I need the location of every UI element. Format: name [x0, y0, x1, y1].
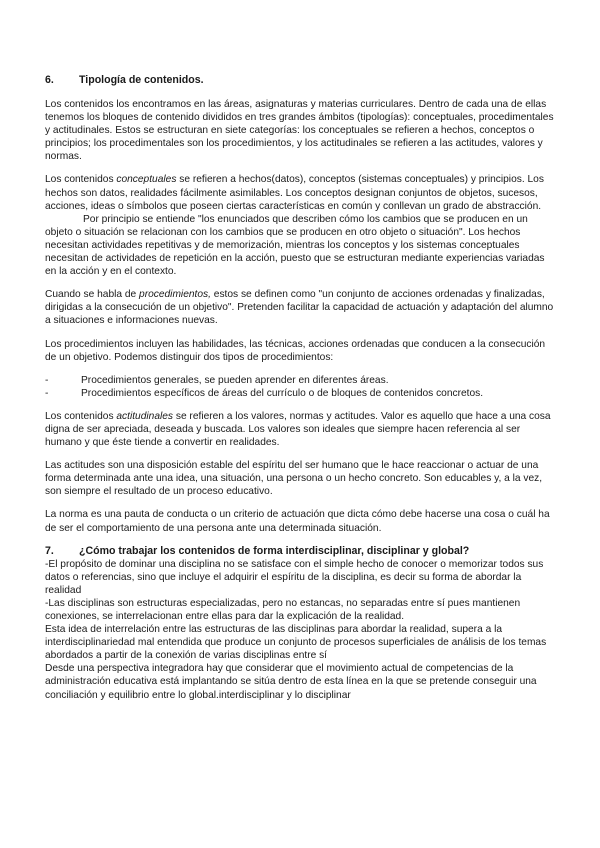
term-actitudinales: actitudinales: [116, 410, 174, 422]
paragraph-disciplinas-estructuras: -Las disciplinas son estructuras especializadas, pero no estancas, no separadas entre sí pues mantienen conexiones, se interrelacionan entre ellas para dar la explicación de la realidad.: [45, 597, 521, 622]
section-7-title: ¿Cómo trabajar los contenidos de forma interdisciplinar, disciplinar y global?: [79, 544, 470, 557]
paragraph-intro: Los contenidos los encontramos en las áreas, asignaturas y materias curriculares. Dentro de cada una de ellas tenemos los bloques de contenido divididos en tres grandes ámbitos (tipologías): conceptuales, procedimentales y actitudinales. Estos se estructuran en siete categorías: los conceptuales se refieren a hechos, conceptos o principios; los procedimentales son los procedimientos, y los actitudinales se refieren a las actitudes, valores y normas.: [45, 99, 554, 163]
section-6-title: Tipología de contenidos.: [79, 74, 204, 86]
term-procedimientos: procedimientos,: [139, 289, 211, 301]
paragraph-interrelacion: Esta idea de interrelación entre las estructuras de las disciplinas para abordar la realidad, supera a la interdisciplinariedad mal entendida que produce un conjunto de procesos superficiales de análisis de los temas abordados a partir de la conexión de varias disciplinas entre sí: [45, 624, 547, 662]
section-7-number: 7.: [45, 544, 54, 557]
list-item: - Procedimientos específicos de áreas del currículo o de bloques de contenidos concretos.: [45, 387, 484, 399]
document-body: [45, 74, 557, 702]
list-item: - Procedimientos generales, se pueden aprender en diferentes áreas.: [45, 374, 389, 386]
paragraph-conceptuales: Los contenidos conceptuales se refieren a hechos(datos), conceptos (sistemas conceptuales) y principios. Los hechos son datos, realidades fácilmente asimilables. Los conceptos designan conjuntos de objetos, sucesos, acciones, ideas o símbolos que poseen ciertas características en común y conllevan un grado de abstracción.Por principio se entiende "los enunciados que describen cómo los cambios que se producen en un objeto o situación se relacionan con los cambios que se producen en otro objeto o situación". Los hechos necesitan actividades repetitivas y de memorización, mientras los conceptos y los sistemas conceptuales necesitan de actividades de repetición en la acción, puesto que se estructuran mediante experiencias variadas en la acción y en el contexto.: [45, 174, 545, 278]
term-conceptuales: conceptuales: [116, 174, 177, 186]
paragraph-norma: La norma es una pauta de conducta o un criterio de actuación que dicta cómo debe hacerse una cosa o cuál ha de ser el comportamiento de una persona ante una determinada situación.: [45, 509, 550, 534]
paragraph-actitudes: Las actitudes son una disposición estable del espíritu del ser humano que le hace reaccionar o actuar de una forma determinada ante una idea, una situación, una persona o un hecho concreto. Son educables y, a la vez, son siempre el resultado de un proceso educativo.: [45, 460, 543, 498]
section-7-heading: [45, 545, 557, 558]
paragraph-actitudinales: Los contenidos actitudinales se refieren a los valores, normas y actitudes. Valor es aquello que hace a una cosa digna de ser apreciada, deseada y buscada. Los valores son ideales que siempre hacen referencia al ser humano y que éste tiende a convertir en realidades.: [45, 410, 551, 449]
section-6-number: 6.: [45, 74, 54, 86]
paragraph-disciplina-proposito: -El propósito de dominar una disciplina no se satisface con el simple hecho de conocer o memorizar todos sus datos o referencias, sino que incluye el adquirir el espíritu de la disciplina, es decir su forma de abordar la realidad: [45, 558, 544, 596]
paragraph-perspectiva-integradora: Desde una perspectiva integradora hay que considerar que el movimiento actual de competencias de la administración educativa está implantando se sitúa dentro de esta línea en la que se pretende conseguir una conciliación y equilibrio entre lo global.interdisciplinar y lo disciplinar: [45, 663, 537, 701]
procedure-types-list: [45, 374, 557, 400]
paragraph-procedimientos: Cuando se habla de procedimientos, estos se definen como "un conjunto de acciones ordenadas y finalizadas, dirigidas a la consecución de un objetivo". Pretenden facilitar la capacidad de actuación y adaptación del alumno a situaciones e informaciones nuevas.: [45, 289, 554, 327]
paragraph-procedimientos-tipos: Los procedimientos incluyen las habilidades, las técnicas, acciones ordenadas que conducen a la consecución de un objetivo. Podemos distinguir dos tipos de procedimientos:: [45, 338, 546, 363]
section-6-heading: [45, 74, 557, 87]
